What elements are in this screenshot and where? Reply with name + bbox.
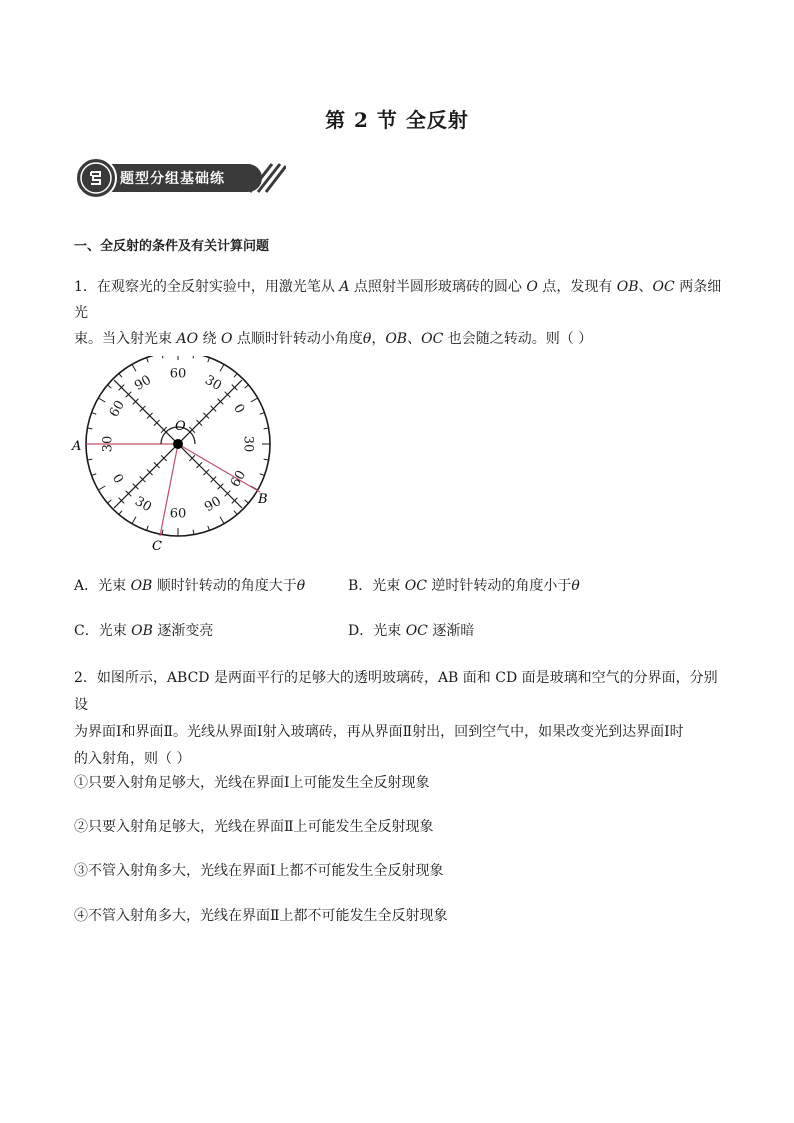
- option-c[interactable]: [74, 620, 213, 640]
- var-oc: OC: [404, 578, 427, 594]
- option-text: D．光束: [348, 623, 406, 639]
- ray-oc: [160, 444, 178, 536]
- tick-label: 30: [202, 372, 224, 395]
- statement-2: ②只要入射角足够大，光线在界面Ⅱ上可能发生全反射现象: [74, 819, 434, 835]
- rim-tick: [98, 486, 105, 490]
- tick-label: 60: [169, 506, 187, 522]
- var-theta: θ: [296, 578, 306, 594]
- rim-tick: [98, 398, 105, 402]
- statement-4: ④不管入射角多大，光线在界面Ⅱ上都不可能发生全反射现象: [74, 908, 448, 924]
- tick-label: 30: [132, 493, 154, 516]
- var-ob: OB: [131, 623, 153, 639]
- rim-tick: [132, 517, 136, 524]
- tick-label: 30: [100, 435, 116, 453]
- var-ao: AO: [176, 331, 199, 347]
- tick-label: 90: [132, 372, 154, 395]
- text-run: ，: [371, 331, 386, 347]
- var-theta: θ: [362, 331, 372, 347]
- option-text: A．光束: [74, 578, 131, 594]
- question-2-text: [74, 665, 724, 773]
- text-run: 束。当入射光束: [74, 331, 177, 347]
- tick-label: 0: [108, 471, 126, 487]
- option-text: 逆时针转动的角度小于: [426, 578, 572, 594]
- label-b: B: [258, 492, 268, 507]
- option-d[interactable]: [348, 620, 474, 640]
- page-title: 第 2 节 全反射: [325, 108, 469, 132]
- option-text: 逐渐变亮: [152, 623, 214, 639]
- text-run: 点照射半圆形玻璃砖的圆心: [349, 279, 527, 295]
- text-run: 绕: [198, 331, 221, 347]
- rim-tick: [193, 356, 194, 358]
- book-swirl-icon: [85, 167, 107, 189]
- refraction-protractor-diagram: [64, 356, 294, 556]
- text-run: 、: [638, 279, 653, 295]
- rim-tick: [251, 398, 258, 402]
- rim-tick: [220, 364, 224, 371]
- section-banner: [74, 156, 286, 200]
- question-2-line-1: 2．如图所示，ABCD 是两面平行的足够大的透明玻璃砖，AB 面和 CD 面是玻璃和空气的分界面，分别设: [74, 670, 718, 713]
- banner-label: 题型分组基础练: [120, 171, 225, 187]
- var-oc: OC: [652, 279, 675, 295]
- option-a[interactable]: [74, 575, 305, 595]
- var-ob: OB: [385, 331, 408, 347]
- statement-1: ①只要入射角足够大，光线在界面Ⅰ上可能发生全反射现象: [74, 775, 430, 791]
- question-2-line-2: 为界面Ⅰ和界面Ⅱ。光线从界面Ⅰ射入玻璃砖，再从界面Ⅱ射出，回到空气中，如果改变光到达界面Ⅰ时: [74, 724, 684, 740]
- tick-label: 60: [106, 398, 129, 420]
- var-oc: OC: [421, 331, 444, 347]
- option-text: B．光束: [348, 578, 405, 594]
- tick-label: 0: [230, 401, 248, 417]
- rim-tick: [162, 356, 163, 358]
- option-text: C．光束: [74, 623, 132, 639]
- text-run: 点顺时针转动小角度: [232, 331, 363, 347]
- label-o: O: [175, 419, 186, 434]
- section-heading: 一、全反射的条件及有关计算问题: [74, 239, 270, 254]
- label-a: A: [72, 439, 82, 454]
- option-text: 逐渐暗: [427, 623, 475, 639]
- tick-label: 60: [169, 366, 187, 382]
- var-a: A: [339, 279, 350, 295]
- var-theta: θ: [571, 578, 580, 594]
- rim-tick: [132, 364, 136, 371]
- question-1-line-2: [74, 326, 724, 352]
- text-run: 1．在观察光的全反射实验中，用激光笔从: [74, 279, 340, 295]
- tick-label: 60: [227, 468, 250, 490]
- var-o: O: [526, 279, 538, 295]
- statement-3: ③不管入射角多大，光线在界面Ⅰ上都不可能发生全反射现象: [74, 863, 444, 879]
- rim-tick: [220, 517, 224, 524]
- question-1-text: [74, 274, 724, 352]
- question-2-line-3: 的入射角，则（ ）: [74, 751, 191, 767]
- var-o: O: [220, 331, 233, 347]
- text-run: 点，发现有: [537, 279, 617, 295]
- option-text: 顺时针转动的角度大于: [152, 578, 297, 594]
- option-b[interactable]: [348, 575, 580, 595]
- center-point-o: [173, 439, 183, 449]
- tick-label: 90: [202, 493, 224, 516]
- protractor-svg: [64, 356, 294, 556]
- label-c: C: [152, 539, 162, 554]
- tick-label: 30: [240, 435, 256, 453]
- var-ob: OB: [130, 578, 153, 594]
- var-ob: OB: [616, 279, 639, 295]
- text-run: 两条细光: [74, 279, 722, 321]
- text-run: 也会随之转动。则（ ）: [443, 331, 593, 347]
- var-oc: OC: [405, 623, 428, 639]
- text-run: 、: [407, 331, 422, 347]
- question-1-line-1: [74, 274, 724, 326]
